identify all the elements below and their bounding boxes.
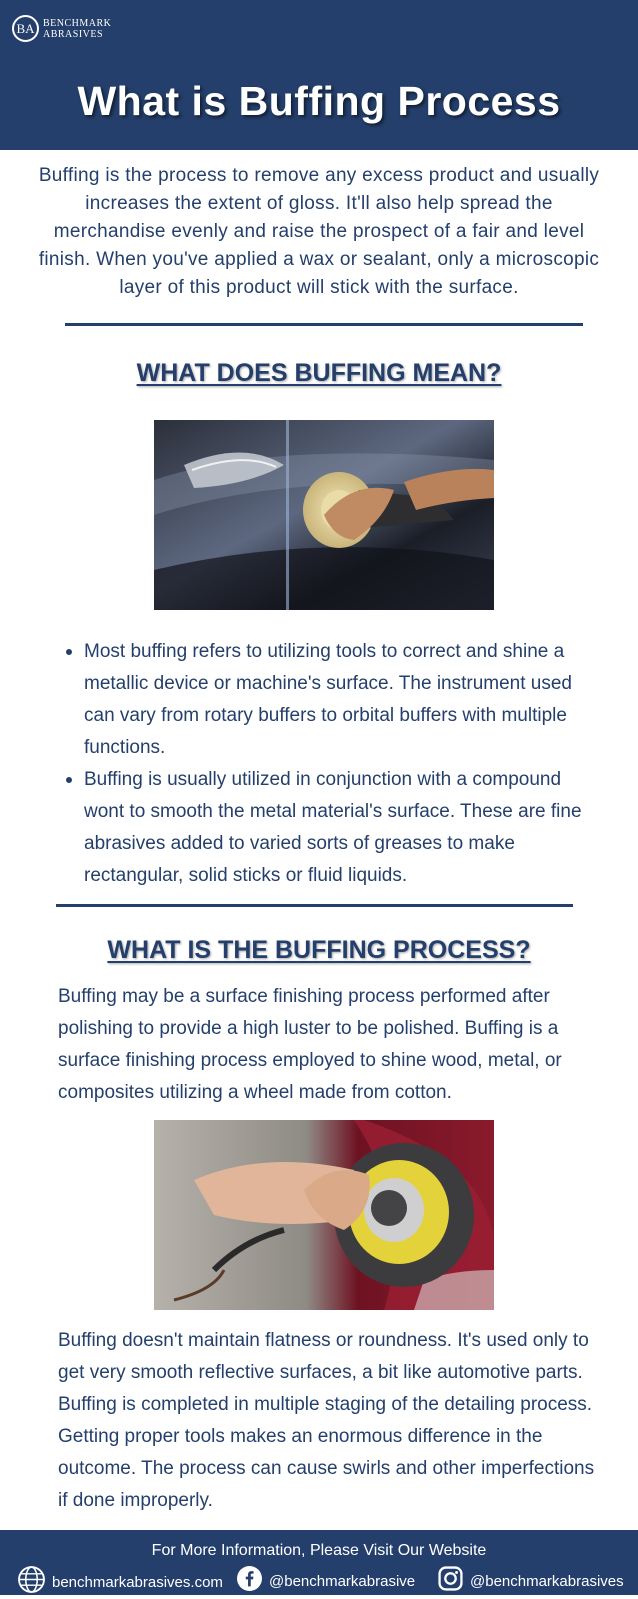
- divider-top: [65, 323, 583, 326]
- footer-website-link[interactable]: [18, 1566, 223, 1599]
- list-item: [84, 764, 594, 892]
- bullet-dot: [66, 777, 72, 783]
- footer-website-text: benchmarkabrasives.com: [52, 1573, 223, 1591]
- facebook-icon: [237, 1566, 262, 1597]
- logo-wordmark: [43, 18, 111, 40]
- page-title: What is Buffing Process: [77, 78, 561, 124]
- header-banner: [0, 0, 638, 150]
- red-car-buffing-photo: [154, 1120, 494, 1310]
- buffing-meaning-list: [84, 636, 594, 892]
- brand-logo[interactable]: [12, 15, 111, 42]
- divider-middle: [56, 904, 573, 907]
- instagram-icon: [438, 1566, 463, 1597]
- footer-facebook-text: @benchmarkabrasive: [269, 1572, 416, 1590]
- footer-cta: For More Information, Please Visit Our Website: [151, 1542, 487, 1559]
- list-item-text: Buffing is usually utilized in conjunction with a compound wont to smooth the metal material's surface. These are fine abrasives added to varied sorts of greases to make rectangular, solid sticks or fluid liquids.: [84, 769, 582, 886]
- intro-paragraph: Buffing is the process to remove any excess product and usually increases the extent of gloss. It'll also help spread the merchandise evenly and raise the prospect of a fair and level finish. When you've applied a wax or sealant, only a microscopic layer of this product will stick with the surface.: [38, 165, 600, 298]
- car-polishing-photo: [154, 420, 494, 610]
- list-item-text: Most buffing refers to utilizing tools to correct and shine a metallic device or machine's surface. The instrument used can vary from rotary buffers to orbital buffers with multiple functions.: [84, 641, 572, 758]
- list-item: [84, 636, 594, 764]
- section-heading-meaning: WHAT DOES BUFFING MEAN?: [136, 359, 502, 387]
- logo-line2: ABRASIVES: [43, 28, 104, 40]
- footer-instagram-link[interactable]: [438, 1566, 624, 1597]
- footer-facebook-link[interactable]: [237, 1566, 415, 1597]
- section-heading-process: WHAT IS THE BUFFING PROCESS?: [107, 936, 531, 964]
- process-paragraph-1: Buffing may be a surface finishing process performed after polishing to provide a high luster to be polished. Buffing is a surface finishing process employed to shine wood, metal, or composites utilizing a wheel made from cotton.: [58, 986, 562, 1103]
- logo-line1: BENCHMARK: [43, 17, 112, 29]
- logo-monogram: BA: [12, 15, 39, 42]
- bullet-dot: [66, 649, 72, 655]
- footer-instagram-text: @benchmarkabrasives: [470, 1572, 624, 1590]
- footer-bar: [0, 1530, 638, 1595]
- process-paragraph-2: Buffing doesn't maintain flatness or roundness. It's used only to get very smooth reflective surfaces, a bit like automotive parts. Buffing is completed in multiple staging of the detailing process. Getting proper tools makes an enormous difference in the outcome. The process can cause swirls and other imperfections if done improperly.: [58, 1330, 595, 1511]
- globe-icon: [18, 1566, 45, 1599]
